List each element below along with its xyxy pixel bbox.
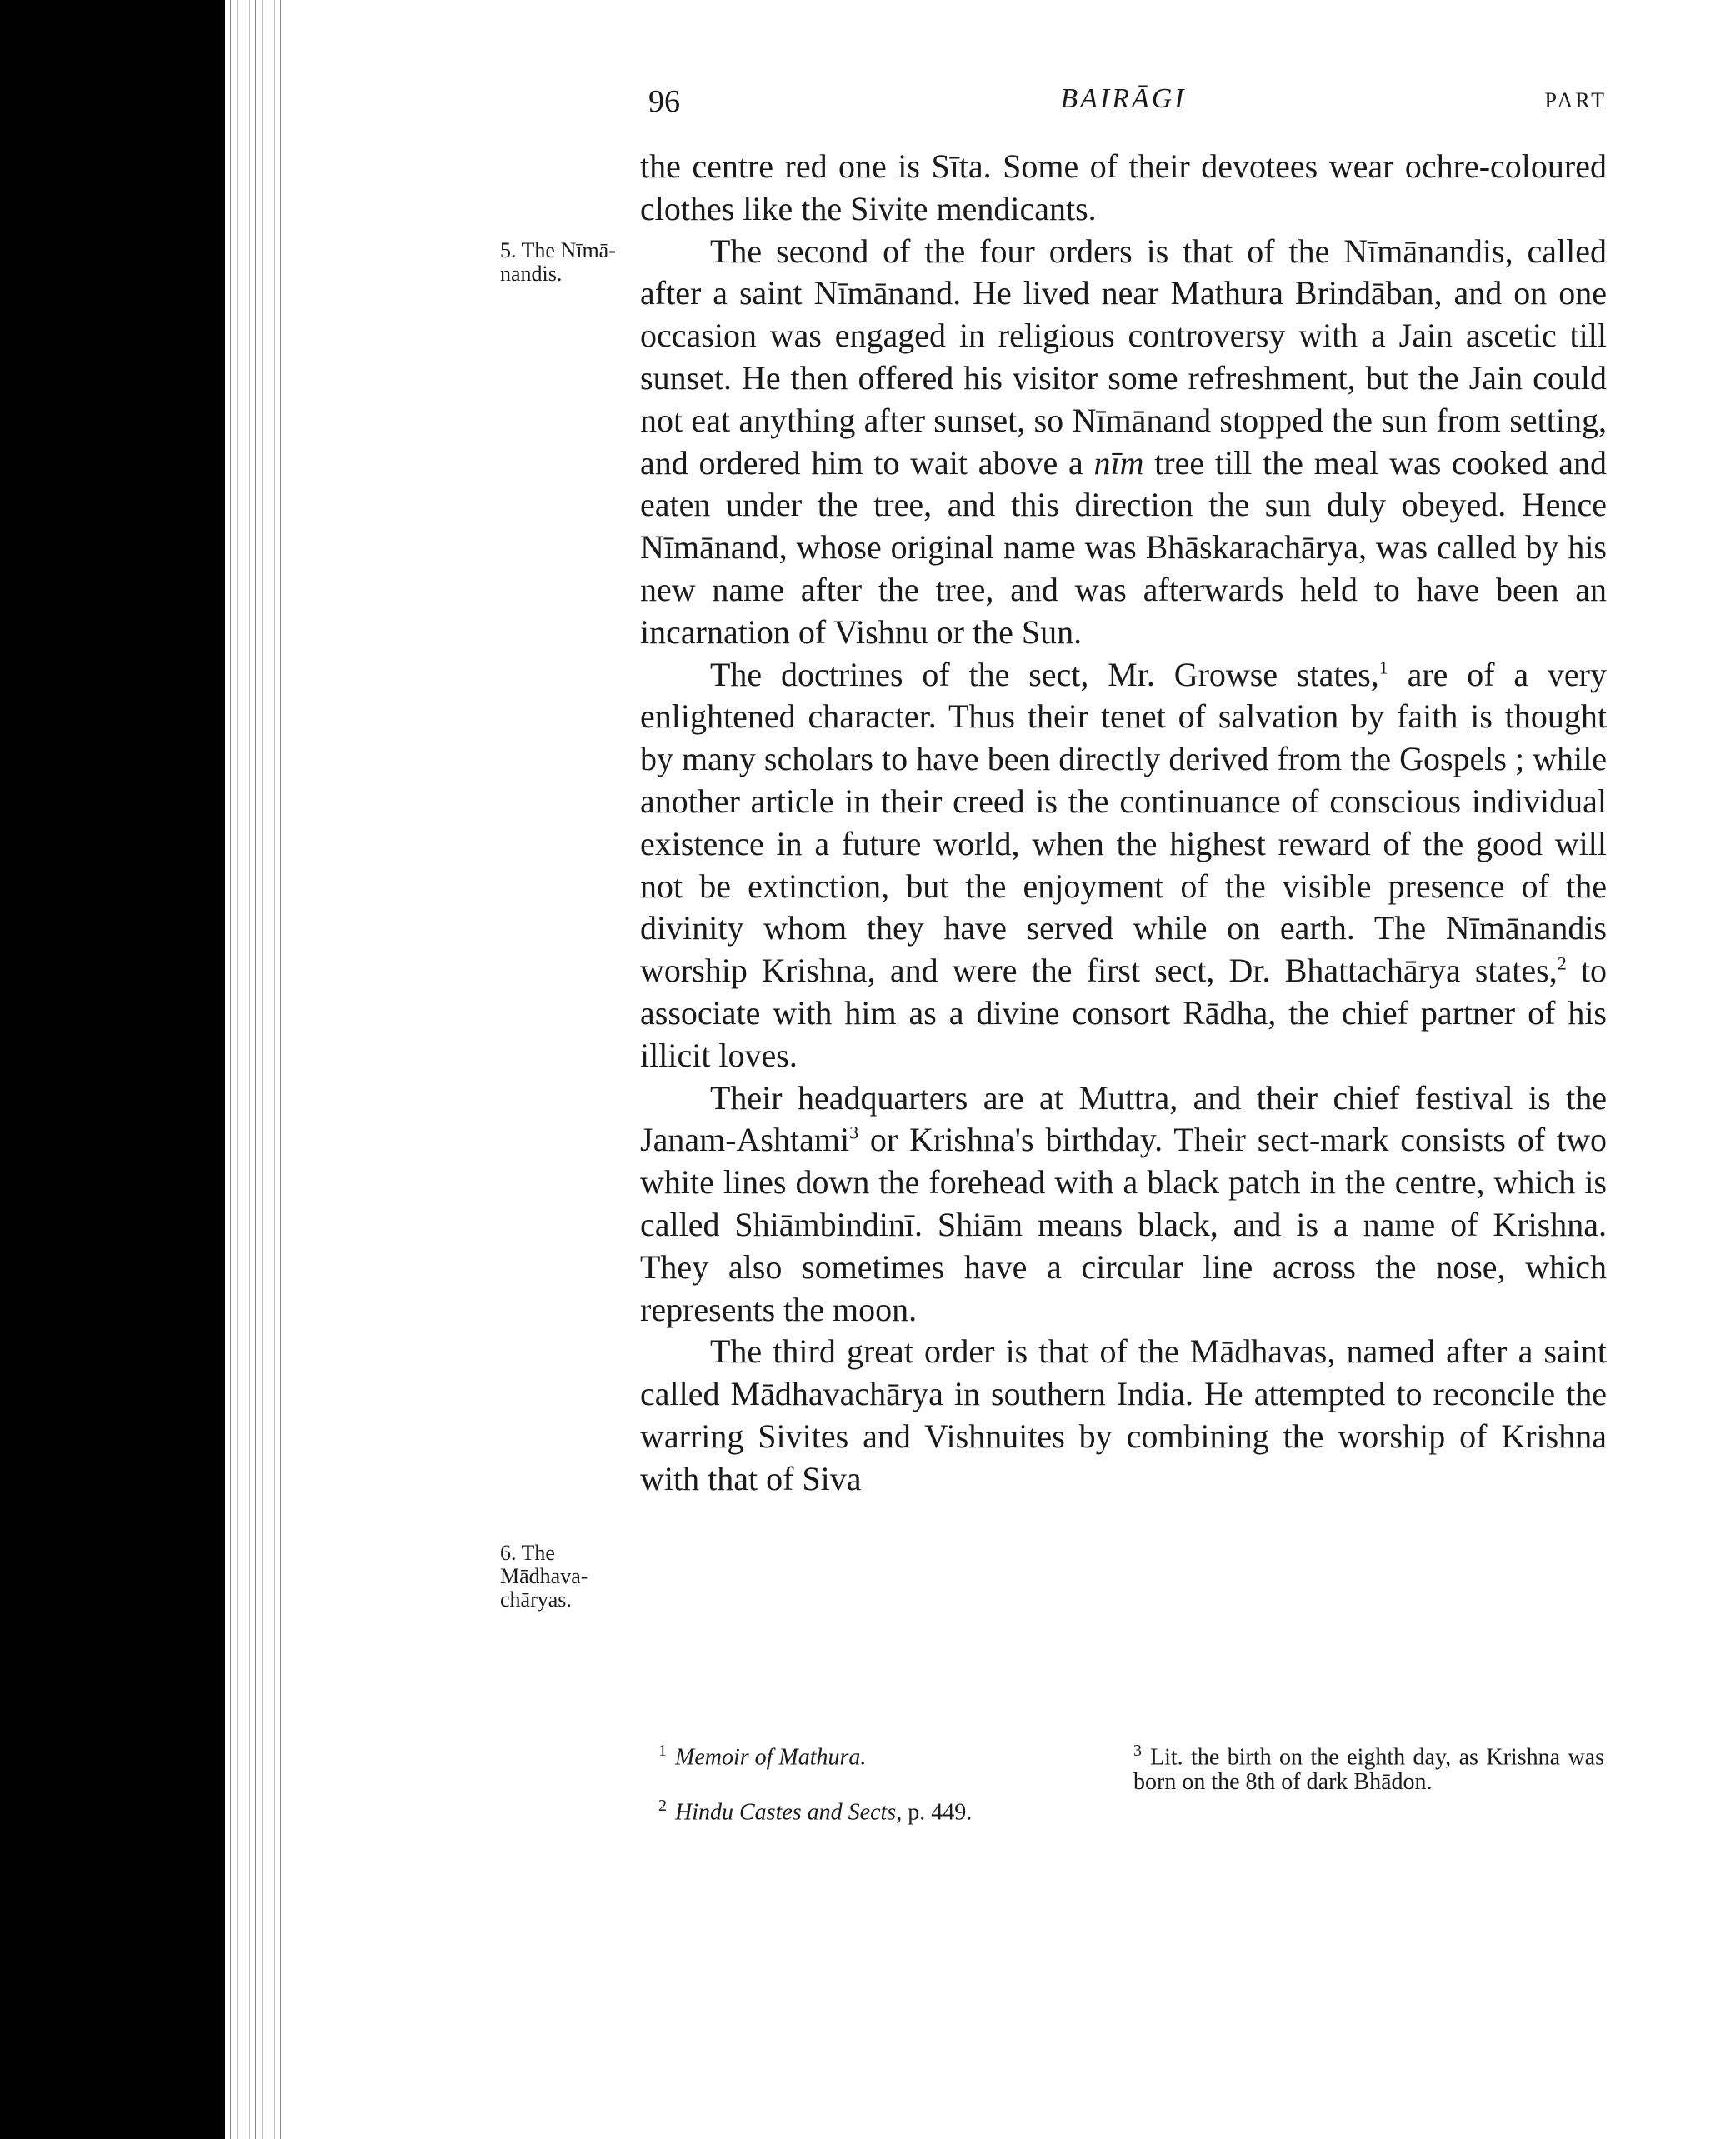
emphasis-nim: nīm bbox=[1093, 443, 1144, 482]
footnote-ref-3[interactable]: 3 bbox=[849, 1122, 859, 1143]
footnote-text: Memoir of Mathura. bbox=[675, 1744, 867, 1771]
paragraph-text: Their headquarters are at Muttra, and their chief festival is the Janam-Ashtami bbox=[640, 1078, 1607, 1159]
footnote-text: Hindu Castes and Sects, bbox=[675, 1799, 903, 1826]
footnote-ref-1[interactable]: 1 bbox=[1378, 657, 1388, 678]
paragraph-text: tree till the meal was cooked and eaten under the tree, and this direction the sun duly obeyed. Hence Nīmānand, whose original name was Bhāskarachārya, was called by his new name after the tree, and was afterwards held to have been an incarnation of Vishnu or the Sun. bbox=[640, 443, 1607, 651]
running-title: BAIRĀGI bbox=[1060, 83, 1187, 114]
page-header bbox=[640, 83, 1607, 133]
footnote-3 bbox=[1133, 1738, 1604, 1795]
footnotes-right-column bbox=[1133, 1738, 1604, 1818]
paragraph-text: The second of the four orders is that of the Nīmānandis, called after a saint Nīmānand. He lived near Mathura Brindāban, and on one occasion was engaged in religious controversy with a Jain ascetic till sunset. He then offered his visitor some refreshment, but the Jain could not eat anything after sunset, so Nīmānand stopped the sun from setting, and ordered him to wait above a bbox=[640, 232, 1607, 482]
paragraph-text: are of a very enlightened character. Thus their tenet of salvation by faith is thought by many scholars to have been directly derived from the Gospels ; while another article in their creed is the continuance of conscious individual existence in a future world, when the highest reward of the good will not be extinction, but the enjoyment of the visible presence of the divinity whom they have served while on earth. The Nīmānandis worship Krishna, and were the first sect, Dr. Bhattachārya states, bbox=[640, 655, 1607, 990]
part-label: PART bbox=[1544, 88, 1607, 112]
book-binding-shadow bbox=[0, 0, 225, 2139]
paragraph-continuation: the centre red one is Sīta. Some of their devotees wear ochre-coloured clothes like the Sivite mendicants. bbox=[640, 147, 1607, 227]
footnote-1 bbox=[658, 1738, 1108, 1770]
footnote-mark: 2 bbox=[658, 1797, 667, 1816]
footnote-mark: 3 bbox=[1133, 1742, 1142, 1760]
footnote-mark: 1 bbox=[658, 1742, 667, 1760]
paragraph-doctrines bbox=[640, 654, 1607, 1077]
paragraph-nimanandis bbox=[640, 231, 1607, 654]
footnote-text: Lit. the birth on the eighth day, as Krishna was born on the 8th of dark Bhādon. bbox=[1133, 1744, 1604, 1796]
footnote-ref-2[interactable]: 2 bbox=[1557, 952, 1567, 974]
paragraph-text: to associate with him as a divine consort Rādha, the chief partner of his illicit loves. bbox=[640, 952, 1607, 1074]
body-text bbox=[640, 146, 1607, 1501]
margin-note-madhavacharyas: 6. The Mādhava-chāryas. bbox=[500, 1541, 588, 1612]
paragraph-madhavas: The third great order is that of the Mādhavas, named after a saint called Mādhavachārya in southern India. He attempted to reconcile the warring Sivites and Vishnuites by combining the worship of Krishna with that of Siva bbox=[640, 1332, 1607, 1497]
paragraph-text: or Krishna's birthday. Their sect-mark consists of two white lines down the forehead with a black patch in the centre, which is called Shiāmbindinī. Shiām means black, and is a name of Krishna. They also sometimes have a circular line across the nose, which represents the moon. bbox=[640, 1121, 1607, 1328]
margin-note-nimanandis: 5. The Nīmā-nandis. bbox=[500, 238, 616, 286]
paragraph-headquarters bbox=[640, 1077, 1607, 1332]
footnote-page: p. 449. bbox=[902, 1799, 973, 1826]
page-edge-lines bbox=[225, 0, 283, 2139]
paragraph-text: The doctrines of the sect, Mr. Growse states, bbox=[710, 655, 1379, 693]
footnote-2 bbox=[658, 1793, 1108, 1825]
footnotes-left-column bbox=[658, 1738, 1108, 1849]
page-number: 96 bbox=[648, 84, 680, 119]
